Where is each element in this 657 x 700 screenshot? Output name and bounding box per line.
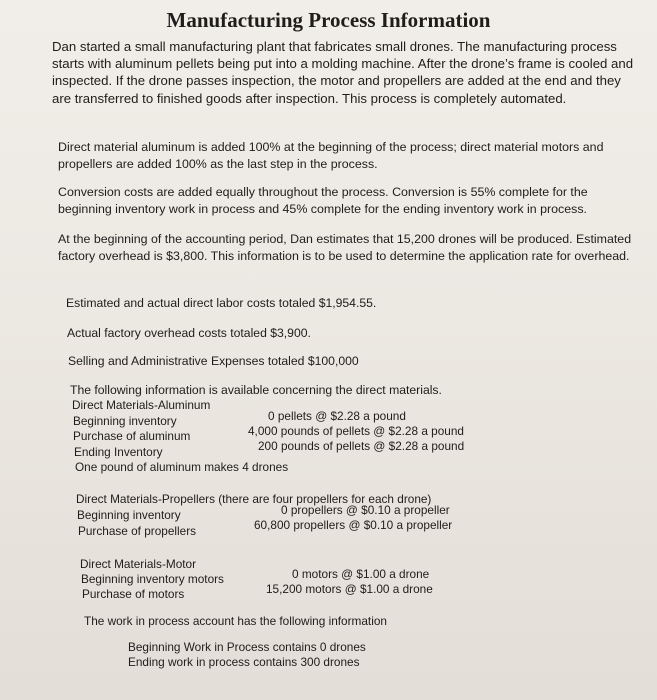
aluminum-row-value: 4,000 pounds of pellets @ $2.28 a pound [248, 424, 464, 438]
materials-paragraph: Direct material aluminum is added 100% at the beginning of the process; direct material motors and propellers are added 100% as the last step in the process. [58, 140, 604, 171]
propellers-row-label: Purchase of propellers [78, 524, 197, 538]
aluminum-row-value: 200 pounds of pellets @ $2.28 a pound [258, 439, 465, 453]
propellers-row-value: 0 propellers @ $0.10 a propeller [281, 503, 450, 517]
motor-row-value: 15,200 motors @ $1.00 a drone [266, 582, 433, 596]
aluminum-row-label: Beginning inventory [73, 414, 177, 428]
aluminum-row-label: Purchase of aluminum [73, 429, 191, 443]
direct-materials-intro: The following information is available concerning the direct materials. [70, 383, 442, 397]
aluminum-row-label: Ending Inventory [74, 445, 163, 459]
aluminum-row-value: 0 pellets @ $2.28 a pound [268, 409, 406, 423]
motor-row-value: 0 motors @ $1.00 a drone [292, 567, 430, 581]
motor-row-label: Beginning inventory motors [81, 572, 224, 586]
selling-expenses-line: Selling and Administrative Expenses totaled $100,000 [68, 354, 359, 368]
propellers-heading: Direct Materials-Propellers (there are four propellers for each drone) [76, 492, 432, 506]
labor-cost-line: Estimated and actual direct labor costs totaled $1,954.55. [66, 296, 377, 310]
intro-paragraph: Dan started a small manufacturing plant that fabricates small drones. The manufacturing process starts with aluminum pellets being put into a molding machine. After the drone’s frame is cooled and inspected. If the drone passes inspection, the motor and propellers are added at the end and they are transferred to finished goods after inspection. This process is completely automated. [52, 39, 634, 106]
motor-row-label: Purchase of motors [82, 587, 185, 601]
motor-heading: Direct Materials-Motor [80, 557, 197, 571]
aluminum-heading: Direct Materials-Aluminum [72, 398, 211, 412]
estimate-paragraph: At the beginning of the accounting period, Dan estimates that 15,200 drones will be produced. Estimated factory overhead is $3,800. This information is to be used to determine the application rate for overhead. [58, 232, 632, 263]
wip-heading: The work in process account has the following information [84, 614, 387, 628]
propellers-row-value: 60,800 propellers @ $0.10 a propeller [254, 518, 453, 532]
wip-ending: Ending work in process contains 300 drones [128, 655, 360, 669]
overhead-cost-line: Actual factory overhead costs totaled $3,900. [67, 326, 311, 340]
page-title: Manufacturing Process Information [166, 8, 491, 32]
wip-beginning: Beginning Work in Process contains 0 drones [128, 640, 366, 654]
conversion-paragraph: Conversion costs are added equally throughout the process. Conversion is 55% complete for the beginning inventory work in process and 45% complete for the ending inventory work in process. [58, 185, 588, 216]
propellers-row-label: Beginning inventory [77, 508, 181, 522]
aluminum-note: One pound of aluminum makes 4 drones [75, 460, 289, 474]
